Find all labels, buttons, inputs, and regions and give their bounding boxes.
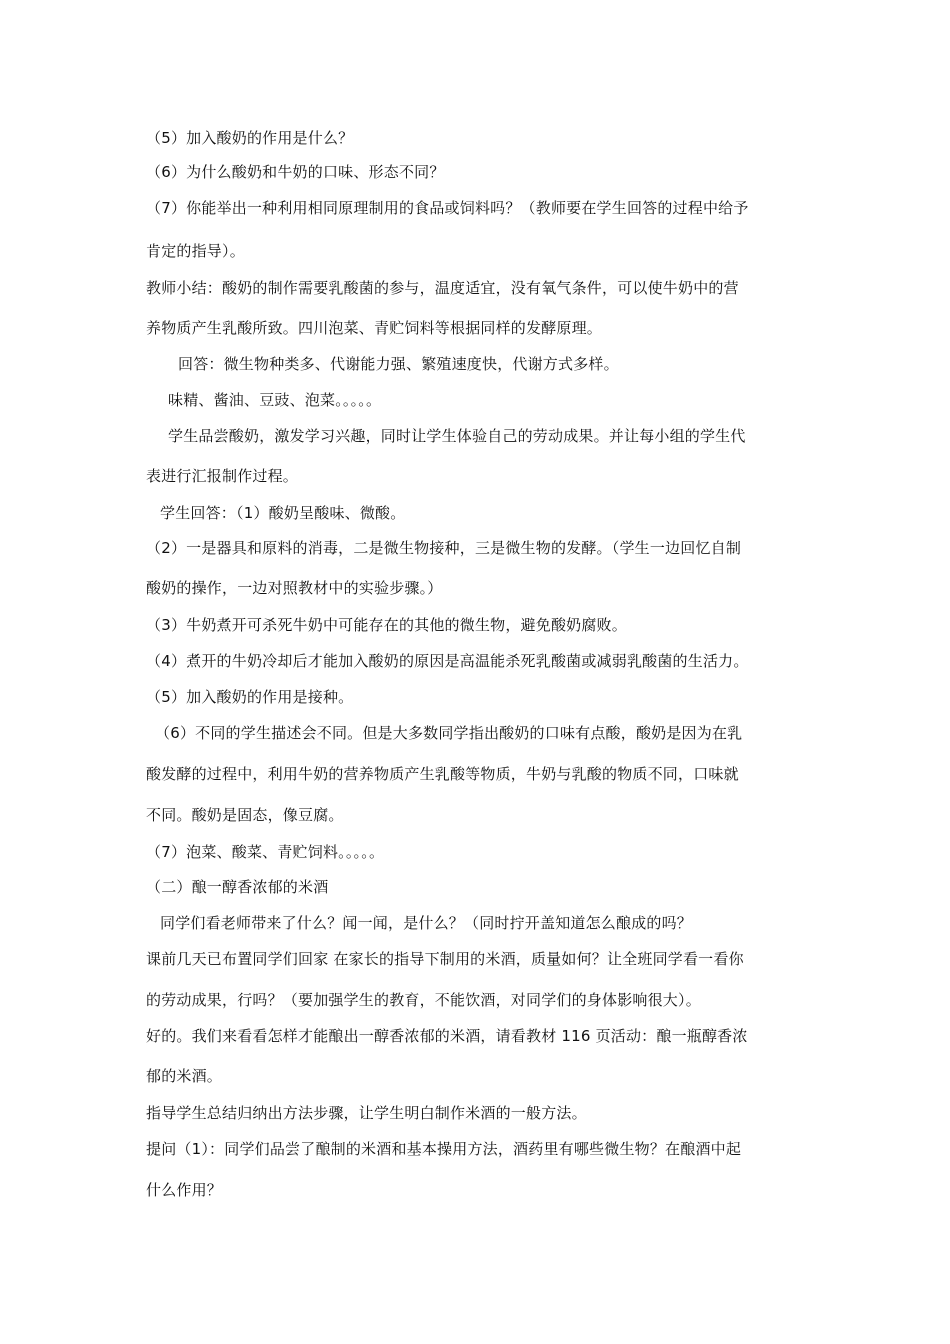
text-line: （7）泡菜、酸菜、青贮饲料。。。。。	[146, 843, 385, 861]
text-line: 郁的米酒。	[146, 1067, 223, 1085]
text-line: （3）牛奶煮开可杀死牛奶中可能存在的其他的微生物，避免酸奶腐败。	[146, 616, 627, 634]
section-heading: （二）酿一醇香浓郁的米酒	[146, 878, 329, 896]
text-line: 课前几天已布置同学们回家 在家长的指导下制用的米酒，质量如何？让全班同学看一看你	[146, 950, 744, 968]
text-line: （6）为什么酸奶和牛奶的口味、形态不同？	[146, 163, 445, 181]
text-line: （5）加入酸奶的作用是什么？	[146, 129, 354, 147]
text-line: 学生品尝酸奶，激发学习兴趣，同时让学生体验自己的劳动成果。并让每小组的学生代	[168, 427, 746, 445]
text-line: （5）加入酸奶的作用是接种。	[146, 688, 354, 706]
text-line: 什么作用？	[146, 1181, 223, 1199]
text-line: 好的。我们来看看怎样才能酿出一醇香浓郁的米酒，请看教材 116 页活动：酿一瓶醇香浓	[146, 1027, 748, 1045]
text-line: 提问（1）：同学们品尝了酿制的米酒和基本操用方法，酒药里有哪些微生物？在酿酒中起	[146, 1140, 742, 1158]
text-line: 不同。酸奶是固态，像豆腐。	[146, 806, 344, 824]
text-line: 酸奶的操作，一边对照教材中的实验步骤。）	[146, 579, 443, 597]
text-line: 指导学生总结归纳出方法步骤，让学生明白制作米酒的一般方法。	[146, 1104, 587, 1122]
text-line: 酸发酵的过程中，利用牛奶的营养物质产生乳酸等物质，牛奶与乳酸的物质不同，口味就	[146, 765, 739, 783]
text-line: 养物质产生乳酸所致。四川泡菜、青贮饲料等根据同样的发酵原理。	[146, 319, 603, 337]
text-line: 学生回答：（1）酸奶呈酸味、微酸。	[160, 504, 406, 522]
text-line: 教师小结：酸奶的制作需要乳酸菌的参与，温度适宜，没有氧气条件，可以使牛奶中的营	[146, 279, 739, 297]
text-line: 的劳动成果，行吗？（要加强学生的教育，不能饮酒，对同学们的身体影响很大）。	[146, 991, 701, 1009]
text-line: 表进行汇报制作过程。	[146, 467, 299, 485]
text-line: （4）煮开的牛奶冷却后才能加入酸奶的原因是高温能杀死乳酸菌或减弱乳酸菌的生活力。	[146, 652, 749, 670]
text-line: （6）不同的学生描述会不同。但是大多数同学指出酸奶的口味有点酸，酸奶是因为在乳	[155, 724, 743, 742]
text-line: （7）你能举出一种利用相同原理制用的食品或饲料吗？（教师要在学生回答的过程中给予	[146, 199, 749, 217]
text-line: 回答：微生物种类多、代谢能力强、繁殖速度快，代谢方式多样。	[178, 355, 619, 373]
text-line: 同学们看老师带来了什么？闻一闻，是什么？（同时拧开盖知道怎么酿成的吗？	[160, 914, 693, 932]
text-line: （2）一是器具和原料的消毒，二是微生物接种，三是微生物的发酵。（学生一边回忆自制	[146, 539, 742, 557]
text-line: 味精、酱油、豆豉、泡菜。。。。。	[168, 391, 382, 409]
text-line: 肯定的指导）。	[146, 242, 245, 260]
